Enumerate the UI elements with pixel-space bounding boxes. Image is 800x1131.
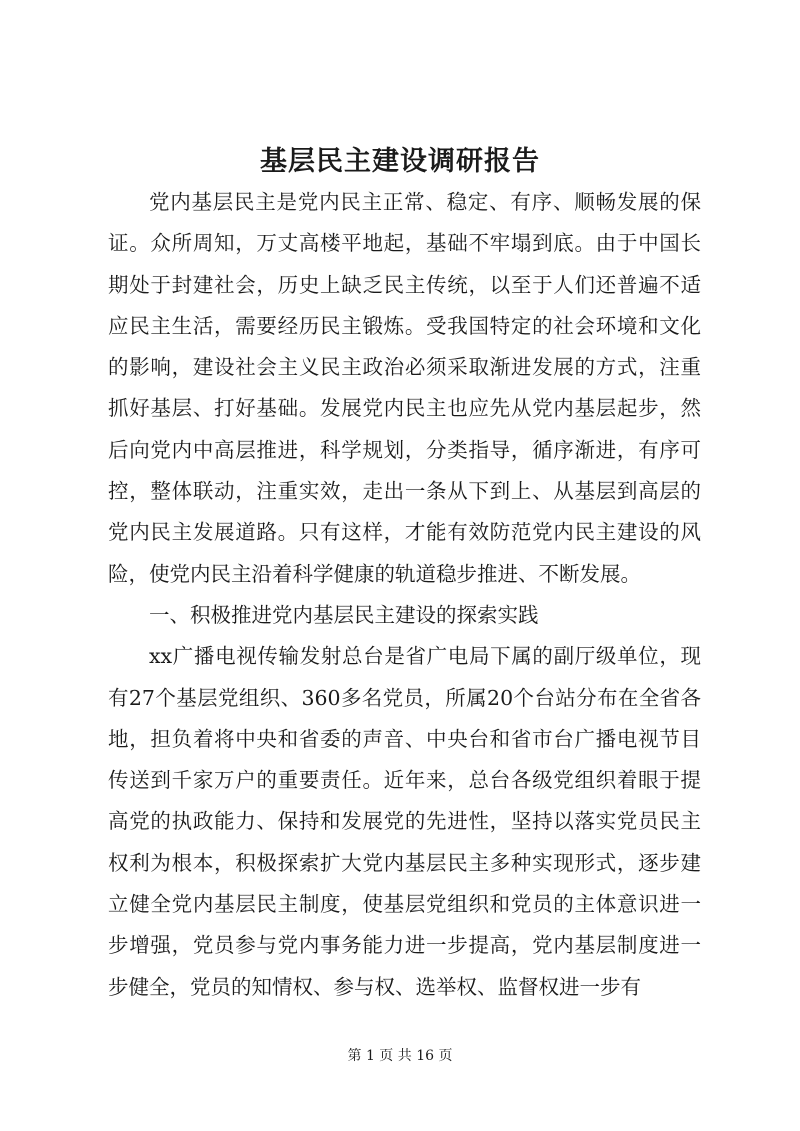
body-paragraph: xx广播电视传输发射总台是省广电局下属的副厅级单位，现有27个基层党组织、360多名党员，所属20个台站分布在全省各地，担负着将中央和省委的声音、中央台和省市台广播电视节目传送到千家万户的重要责任。近年来，总台各级党组织着眼于提高党的执政能力、保持和发展党的先进性，坚持以落实党员民主权利为根本，积极探索扩大党内基层民主多种实现形式，逐步建立健全党内基层民主制度，使基层党组织和党员的主体意识进一步增强，党员参与党内事务能力进一步提高，党内基层制度进一步健全，党员的知情权、参与权、选举权、监督权进一步有: [108, 644, 701, 999]
section-heading: 一、积极推进党内基层民主建设的探索实践: [149, 602, 539, 627]
document-body: [108, 182, 701, 1008]
document-title: 基层民主建设调研报告: [260, 146, 540, 177]
intro-paragraph: 党内基层民主是党内民主正常、稳定、有序、顺畅发展的保证。众所周知，万丈高楼平地起，基础不牢塌到底。由于中国长期处于封建社会，历史上缺乏民主传统，以至于人们还普遍不适应民主生活，需要经历民主锻炼。受我国特定的社会环境和文化的影响，建设社会主义民主政治必须采取渐进发展的方式，注重抓好基层、打好基础。发展党内民主也应先从党内基层起步，然后向党内中高层推进，科学规划，分类指导，循序渐进，有序可控，整体联动，注重实效，走出一条从下到上、从基层到高层的党内民主发展道路。只有这样，才能有效防范党内民主建设的风险，使党内民主沿着科学健康的轨道稳步推进、不断发展。: [108, 190, 701, 586]
page-number-footer: 第 1 页 共 16 页: [347, 1048, 453, 1064]
